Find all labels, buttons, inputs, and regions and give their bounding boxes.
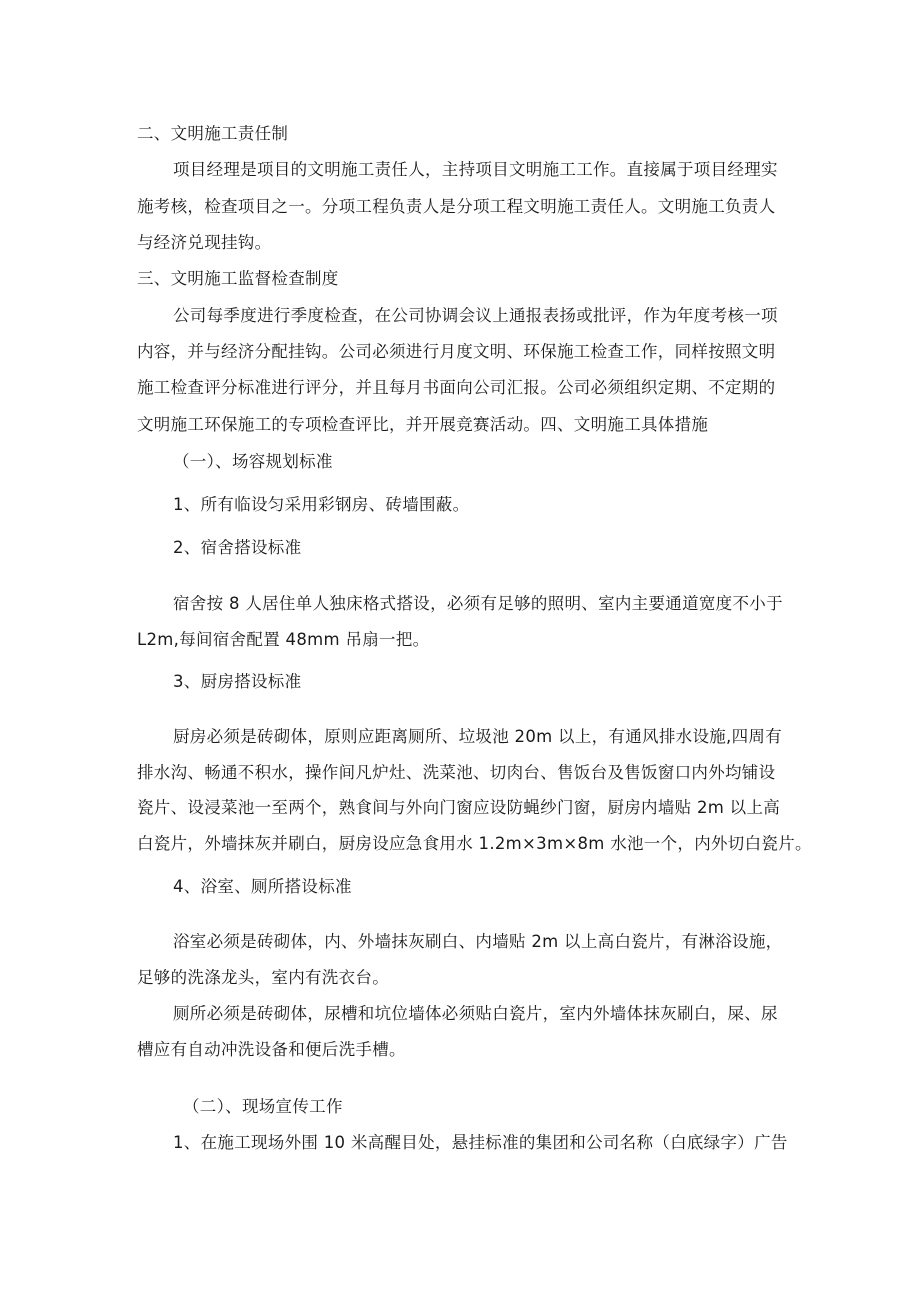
paragraph-line: 文明施工环保施工的专项检查评比，并开展竞赛活动。四、文明施工具体措施 — [137, 415, 709, 434]
paragraph-line: 槽应有自动冲洗设备和便后洗手槽。 — [137, 1040, 406, 1059]
list-item: 1、在施工现场外围 10 米高醒目处，悬挂标准的集团和公司名称（白底绿字）广告 — [173, 1133, 788, 1152]
list-item-heading: 2、宿舍搭设标准 — [173, 538, 302, 557]
subsection-heading-2: （二）、现场宣传工作 — [183, 1097, 343, 1116]
paragraph-line: 浴室必须是砖砌体，内、外墙抹灰刷白、内墙贴 2m 以上高白瓷片，有淋浴设施， — [173, 932, 783, 951]
section-heading-3: 三、文明施工监督检查制度 — [137, 269, 339, 288]
paragraph-line: 项目经理是项目的文明施工责任人，主持项目文明施工工作。直接属于项目经理实 — [173, 160, 778, 179]
paragraph-line: 厨房必须是砖砌体，原则应距离厕所、垃圾池 20m 以上，有通风排水设施,四周有 — [173, 727, 783, 746]
paragraph-line: L2m,每间宿舍配置 48mm 吊扇一把。 — [137, 630, 430, 649]
list-item: 1、所有临设匀采用彩钢房、砖墙围蔽。 — [173, 495, 470, 514]
paragraph-line: 与经济兑现挂钩。 — [137, 233, 272, 252]
list-item-heading: 3、厨房搭设标准 — [173, 672, 302, 691]
paragraph-line: 内容，并与经济分配挂钩。公司必须进行月度文明、环保施工检查工作，同样按照文明 — [137, 342, 776, 361]
paragraph-line: 厕所必须是砖砌体，尿槽和坑位墙体必须贴白瓷片，室内外墙体抹灰刷白，屎、尿 — [173, 1004, 778, 1023]
paragraph-line: 足够的洗涤龙头，室内有洗衣台。 — [137, 968, 389, 987]
paragraph-line: 施考核，检查项目之一。分项工程负责人是分项工程文明施工责任人。文明施工负责人 — [137, 197, 776, 216]
paragraph-line: 施工检查评分标准进行评分，并且每月书面向公司汇报。公司必须组织定期、不定期的 — [137, 378, 776, 397]
subsection-heading-1: （一）、场容规划标准 — [173, 452, 333, 471]
list-item-heading: 4、浴室、厕所搭设标准 — [173, 877, 352, 896]
paragraph-line: 宿舍按 8 人居住单人独床格式搭设，必须有足够的照明、室内主要通道宽度不小于 — [173, 594, 783, 613]
paragraph-line: 白瓷片，外墙抹灰并刷白，厨房设应急食用水 1.2m×3m×8m 水池一个，内外切白瓷片。 — [137, 834, 812, 853]
paragraph-line: 瓷片、设浸菜池一至两个，熟食间与外向门窗应设防蝇纱门窗，厨房内墙贴 2m 以上高 — [137, 798, 781, 817]
paragraph-line: 排水沟、畅通不积水，操作间凡炉灶、洗菜池、切肉台、售饭台及售饭窗口内外均铺设 — [137, 763, 776, 782]
section-heading-2: 二、文明施工责任制 — [137, 124, 289, 143]
paragraph-line: 公司每季度进行季度检查，在公司协调会议上通报表扬或批评，作为年度考核一项 — [173, 306, 778, 325]
